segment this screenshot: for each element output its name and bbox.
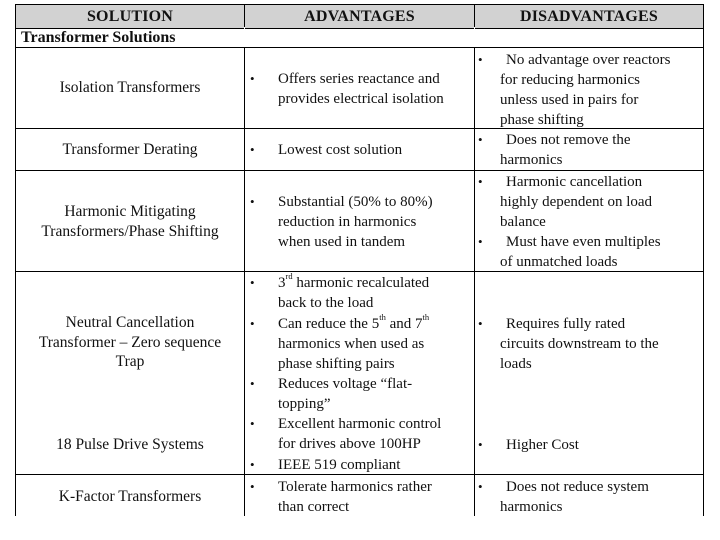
advantage-line: Substantial (50% to 80%): [278, 194, 433, 210]
bullet-icon: •: [250, 376, 255, 391]
advantage-line: Tolerate harmonics rather: [278, 479, 432, 495]
bullet-icon: •: [250, 275, 255, 290]
bullet-icon: •: [250, 316, 255, 331]
bullet-icon: •: [478, 437, 483, 452]
advantage-line: IEEE 519 compliant: [278, 457, 401, 473]
advantage-line: Can reduce the 5th and 7th: [278, 312, 430, 332]
advantage-line: reduction in harmonics: [278, 214, 417, 230]
advantage-line: Reduces voltage “flat-: [278, 376, 413, 392]
bullet-icon: •: [250, 142, 255, 157]
disadvantage-line: circuits downstream to the: [500, 336, 659, 352]
bullet-icon: •: [250, 71, 255, 86]
solution-label: K-Factor Transformers: [58, 488, 202, 505]
disadvantage-line: for reducing harmonics: [500, 72, 640, 88]
solution-k-factor-transformers: [16, 487, 244, 507]
bullet-icon: •: [478, 174, 483, 189]
advantage-line: Offers series reactance and: [278, 71, 440, 87]
solution-transformer-derating: [16, 140, 244, 160]
solution-label: 18 Pulse Drive Systems: [56, 436, 204, 453]
header-advantages: ADVANTAGES: [245, 4, 474, 29]
disadvantage-line: unless used in pairs for: [500, 92, 639, 108]
header-disadvantages: DISADVANTAGES: [475, 4, 703, 29]
advantage-line: Excellent harmonic control: [278, 416, 442, 432]
solution-neutral-cancellation: [16, 313, 244, 372]
advantage-line: provides electrical isolation: [278, 91, 444, 107]
advantage-line: Lowest cost solution: [278, 142, 403, 158]
advantage-line: than correct: [278, 499, 350, 515]
disadvantage-line: loads: [500, 356, 532, 372]
solution-label: Neutral Cancellation: [65, 314, 195, 331]
header-solution: SOLUTION: [16, 4, 244, 29]
solution-label: Harmonic Mitigating: [64, 203, 196, 220]
bullet-icon: •: [250, 479, 255, 494]
solution-label: Transformer Derating: [62, 141, 198, 158]
disadvantage-line: balance: [500, 214, 546, 230]
bullet-icon: •: [250, 457, 255, 472]
advantage-line: 3rd harmonic recalculated: [278, 271, 430, 291]
disadvantage-line: Does not reduce system: [506, 479, 649, 495]
solution-harmonic-mitigating: [16, 202, 244, 241]
grid-line: [474, 48, 475, 516]
disadvantage-line: Must have even multiples: [506, 234, 661, 250]
solution-isolation-transformers: [16, 78, 244, 98]
advantage-line: when used in tandem: [278, 234, 406, 250]
disadvantage-line: Higher Cost: [506, 437, 579, 453]
section-title: Transformer Solutions: [21, 29, 176, 46]
disadvantage-line: phase shifting: [500, 112, 584, 128]
disadvantage-line: No advantage over reactors: [506, 52, 671, 68]
grid-line: [15, 47, 704, 48]
disadvantage-line: highly dependent on load: [500, 194, 653, 210]
bullet-icon: •: [478, 132, 483, 147]
bullet-icon: •: [250, 194, 255, 209]
solution-label: Isolation Transformers: [59, 79, 201, 96]
disadvantage-line: harmonics: [500, 499, 563, 515]
solution-label: Trap: [115, 353, 145, 370]
advantage-line: harmonics when used as: [278, 336, 425, 352]
solution-18-pulse-drive: [16, 435, 244, 455]
advantage-line: back to the load: [278, 295, 374, 311]
advantage-line: topping”: [278, 396, 331, 412]
solution-label: Transformer – Zero sequence: [38, 333, 222, 351]
disadvantage-line: of unmatched loads: [500, 254, 618, 270]
bullet-icon: •: [250, 416, 255, 431]
disadvantage-line: harmonics: [500, 152, 563, 168]
disadvantage-line: Harmonic cancellation: [506, 174, 643, 190]
advantage-line: phase shifting pairs: [278, 356, 395, 372]
grid-line: [703, 4, 704, 516]
grid-line: [244, 48, 245, 516]
grid-line: [474, 4, 475, 27]
bullet-icon: •: [478, 234, 483, 249]
disadvantage-line: Requires fully rated: [506, 316, 626, 332]
bullet-icon: •: [478, 479, 483, 494]
bullet-icon: •: [478, 52, 483, 67]
grid-line: [15, 170, 704, 171]
advantage-line: for drives above 100HP: [278, 436, 421, 452]
solution-label: Transformers/Phase Shifting: [41, 222, 219, 240]
grid-line: [244, 4, 245, 27]
bullet-icon: •: [478, 316, 483, 331]
disadvantage-line: Does not remove the: [506, 132, 631, 148]
